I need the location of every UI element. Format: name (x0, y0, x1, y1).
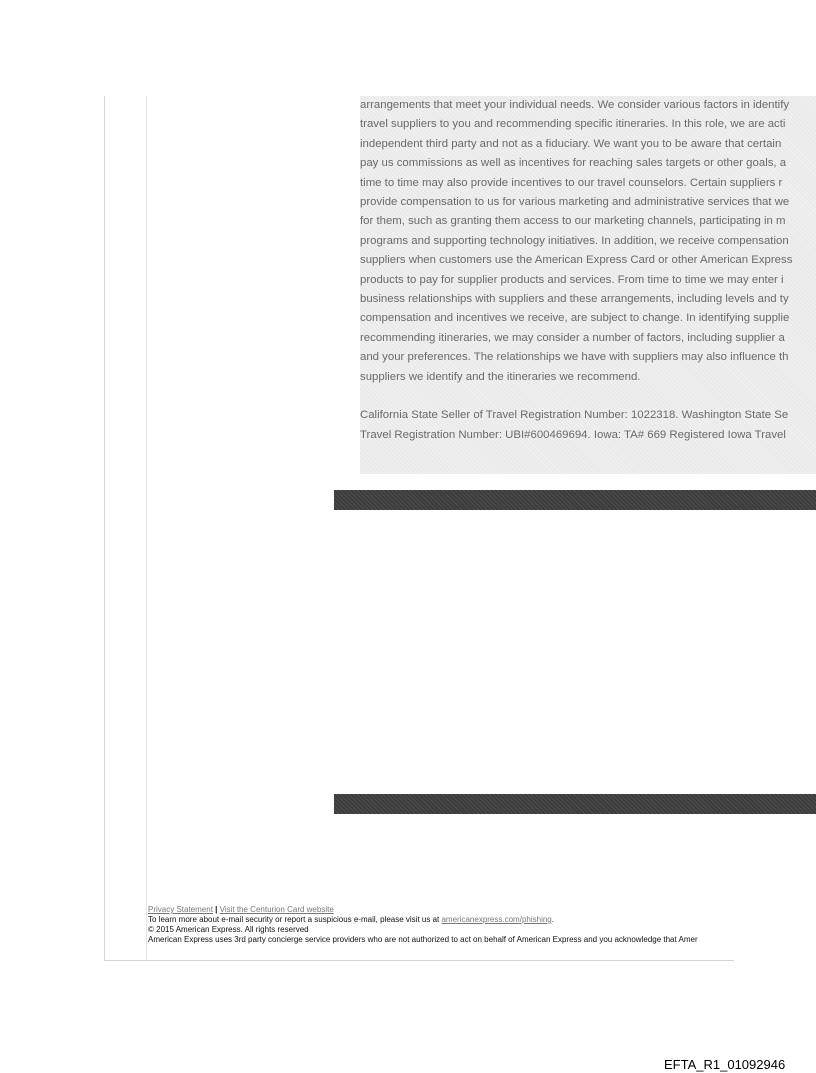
disclosure-line: programs and supporting technology initiatives. In addition, we receive compensation (360, 234, 789, 247)
security-text-end: . (551, 915, 554, 924)
disclosure-line: travel suppliers to you and recommending specific itineraries. In this role, we are acti (360, 118, 786, 131)
paragraph-gap (360, 387, 816, 406)
copyright-text: © 2015 American Express. All rights reserved (148, 925, 309, 934)
disclosure-line: suppliers when customers use the American Express Card or other American Express (360, 254, 793, 267)
email-frame-bottom-border (104, 960, 734, 961)
footer-link-separator: | (215, 905, 218, 914)
footer-security-row (148, 915, 816, 925)
disclosure-line: business relationships with suppliers and these arrangements, including levels and ty (360, 293, 789, 306)
supplier-disclosure-panel (360, 96, 816, 474)
dark-divider-bar-top (334, 490, 816, 510)
registration-line: Travel Registration Number: UBI#600469694. Iowa: TA# 669 Registered Iowa Travel (360, 428, 786, 441)
email-footer (148, 905, 816, 945)
disclosure-line: suppliers we identify and the itineraries we recommend. (360, 370, 641, 383)
email-frame-left-border (104, 96, 105, 960)
disclosure-line: products to pay for supplier products and services. From time to time we may enter i (360, 273, 784, 286)
disclosure-line: pay us commissions as well as incentives for reaching sales targets or other goals, a (360, 157, 787, 170)
disclosure-line: arrangements that meet your individual needs. We consider various factors in identify (360, 99, 790, 111)
disclosure-line: provide compensation to us for various marketing and administrative services that we (360, 196, 790, 209)
disclosure-line: compensation and incentives we receive, are subject to change. In identifying supplie (360, 312, 790, 325)
supplier-disclosure-text (360, 96, 816, 445)
disclosure-line: recommending itineraries, we may consider a number of factors, including supplier a (360, 331, 785, 344)
disclosure-line: time to time may also provide incentives to our travel counselors. Certain suppliers r (360, 176, 783, 189)
centurion-card-website-link[interactable]: Visit the Centurion Card website (219, 905, 334, 914)
disclosure-line: and your preferences. The relationships we have with suppliers may also influence th (360, 351, 789, 364)
disclosure-line: independent third party and not as a fiduciary. We want you to be aware that certain (360, 137, 782, 150)
email-frame-inner-border (146, 96, 147, 960)
email-security-text: To learn more about e-mail security or report a suspicious e-mail, please visit us at (148, 915, 442, 924)
phishing-link[interactable]: americanexpress.com/phishing (441, 915, 552, 924)
registration-line: California State Seller of Travel Registration Number: 1022318. Washington State Se (360, 409, 789, 422)
disclosure-line: for them, such as granting them access to our marketing channels, participating in m (360, 215, 786, 228)
concierge-disclaimer-text: American Express uses 3rd party concierge service providers who are not authorized to act on behalf of American Express and you acknowledge that Amer (148, 935, 698, 944)
footer-links-row (148, 905, 816, 915)
document-id-label: EFTA_R1_01092946 (664, 1057, 786, 1072)
privacy-statement-link[interactable]: Privacy Statement (148, 905, 213, 914)
dark-divider-bar-bottom (334, 794, 816, 814)
